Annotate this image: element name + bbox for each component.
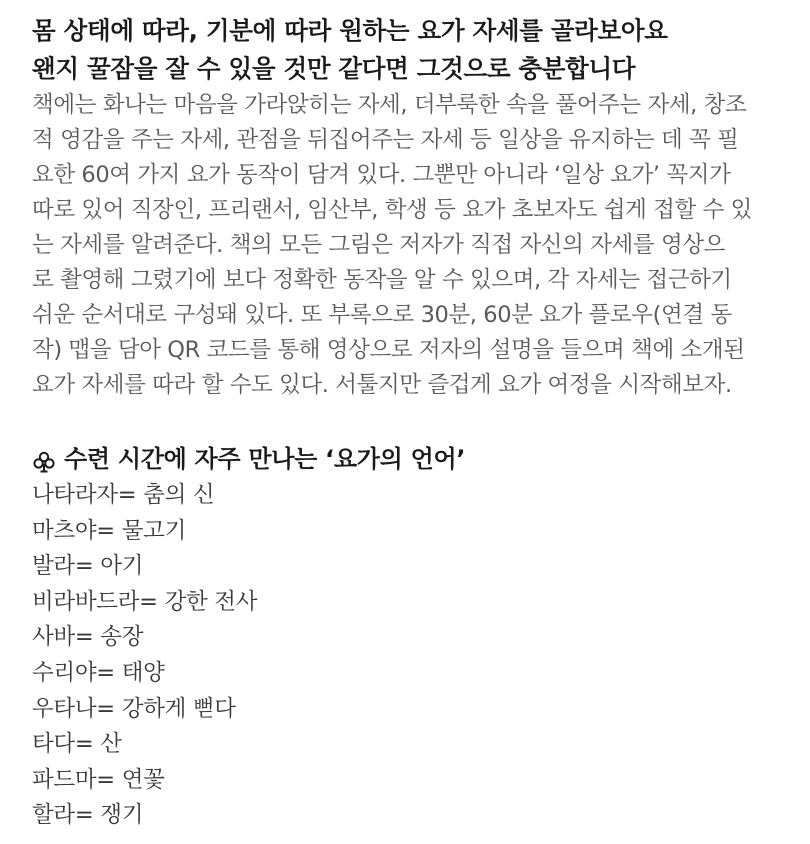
section-title: 수련 시간에 자주 만나는 ‘요가의 언어’ [64,445,466,473]
glossary-item: 할라= 쟁기 [32,802,144,829]
glossary-item: 타다= 산 [32,731,122,758]
section-heading [32,440,782,478]
club-icon [32,447,56,471]
body-paragraph [32,88,782,403]
body-line: 요한 60여 가지 요가 동작이 담겨 있다. 그뿐만 아니라 ‘일상 요가’ 꼭지가 [32,162,731,188]
body-line: 로 촬영해 그렸기에 보다 정확한 동작을 알 수 있으며, 각 자세는 접근하기 [32,267,732,293]
glossary-item: 우타나= 강하게 뻗다 [32,695,236,722]
body-line: 는 자세를 알려준다. 책의 모든 그림은 저자가 직접 자신의 자세를 영상으 [32,232,725,258]
body-line: 요가 자세를 따라 할 수도 있다. 서툴지만 즐겁게 요가 여정을 시작해보자. [32,372,732,398]
headline-line-1: 몸 상태에 따라, 기분에 따라 원하는 요가 자세를 골라보아요 [32,16,668,45]
section-gap [32,403,782,440]
glossary-list [32,478,782,834]
body-line: 적 영감을 주는 자세, 관점을 뒤집어주는 자세 등 일상을 유지하는 데 꼭 필 [32,127,739,153]
body-line: 쉬운 순서대로 구성돼 있다. 또 부록으로 30분, 60분 요가 플로우(연결 동 [32,302,732,328]
glossary-item: 발라= 아기 [32,553,144,580]
glossary-item: 수리야= 태양 [32,659,165,686]
body-line: 따로 있어 직장인, 프리랜서, 임산부, 학생 등 요가 초보자도 쉽게 접할 수 있 [32,197,752,223]
glossary-item: 비라바드라= 강한 전사 [32,588,258,615]
glossary-item: 파드마= 연꽃 [32,766,165,793]
body-line: 작) 맵을 담아 QR 코드를 통해 영상으로 저자의 설명을 들으며 책에 소개된 [32,337,745,363]
glossary-item: 나타라자= 춤의 신 [32,482,215,508]
body-line: 책에는 화나는 마음을 가라앉히는 자세, 더부룩한 속을 풀어주는 자세, 창조 [32,92,747,118]
headline-line-2: 왠지 꿀잠을 잘 수 있을 것만 같다면 그것으로 충분합니다 [32,54,636,83]
glossary-item: 마츠야= 물고기 [32,517,187,544]
glossary-item: 사바= 송장 [32,624,144,651]
